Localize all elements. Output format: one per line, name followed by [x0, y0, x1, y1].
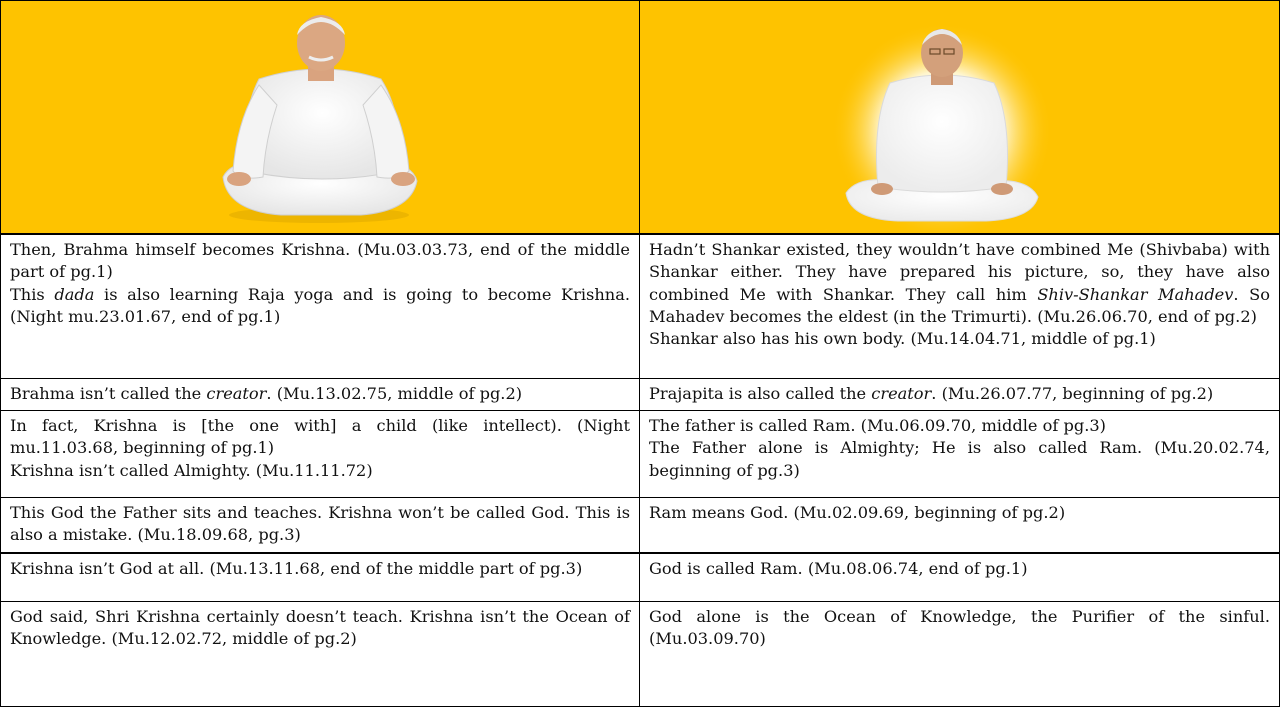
- row-4-left-cell: [0, 497, 640, 554]
- text-run: This: [10, 284, 55, 304]
- text-run: is also learning Raja yoga and is going to become Krishna. (Night mu.23.01.67, end of pg.1): [10, 284, 630, 326]
- text-run: Brahma isn’t called the: [10, 384, 207, 403]
- text-run: The Father alone is Almighty; He is also called Ram. (Mu.20.02.74, beginning of pg.3): [649, 438, 1270, 480]
- row-3-right-cell: [639, 410, 1280, 498]
- cell-paragraph: [649, 606, 1270, 651]
- text-run: God alone is the Ocean of Knowledge, the Purifier of the sinful. (Mu.03.09.70): [649, 607, 1270, 649]
- text-run: . (Mu.26.07.77, beginning of pg.2): [931, 384, 1214, 403]
- row-5-right-cell: [639, 552, 1280, 602]
- text-run: . (Mu.13.02.75, middle of pg.2): [266, 384, 523, 403]
- cell-paragraph: [649, 239, 1270, 328]
- text-run: In fact, Krishna is [the one with] a child (like intellect). (Night mu.11.03.68, beginning of pg.1): [10, 416, 630, 458]
- cell-paragraph: [10, 415, 630, 460]
- text-run: Then, Brahma himself becomes Krishna. (Mu.03.03.73, end of the middle part of pg.1): [10, 240, 630, 282]
- meditating-man-with-halo-illustration: [640, 1, 1280, 234]
- row-4-right-cell: [639, 497, 1280, 554]
- table-row: [0, 497, 1280, 554]
- text-run: Ram means God. (Mu.02.09.69, beginning of pg.2): [649, 503, 1066, 522]
- cell-paragraph: [10, 383, 630, 405]
- cell-paragraph: [649, 328, 1270, 350]
- row-5-left-cell: [0, 552, 640, 602]
- row-1-right-cell: [639, 234, 1280, 379]
- text-run: Hadn’t Shankar existed, they wouldn’t have combined Me (Shivbaba) with Shankar either. They have prepared his picture, so, they have also combined Me with Shankar. They call him: [649, 240, 1270, 304]
- row-3-left-cell: [0, 410, 640, 498]
- image-cell-right: [639, 0, 1280, 234]
- cell-paragraph: [649, 502, 1270, 524]
- text-run: God is called Ram. (Mu.08.06.74, end of pg.1): [649, 559, 1028, 578]
- italic-text: dada: [54, 284, 95, 304]
- text-run: Shankar also has his own body. (Mu.14.04.71, middle of pg.1): [649, 329, 1156, 349]
- table-row: [0, 410, 1280, 498]
- table-row: [0, 378, 1280, 411]
- cell-paragraph: [10, 502, 630, 547]
- italic-text: Shiv-Shankar Mahadev: [1037, 284, 1234, 304]
- row-6-right-cell: [639, 601, 1280, 707]
- table-row: [0, 552, 1280, 602]
- cell-paragraph: [10, 606, 630, 651]
- row-1-left-cell: [0, 234, 640, 379]
- image-row: [0, 0, 1280, 236]
- italic-text: creator: [871, 384, 932, 403]
- meditating-man-illustration: [1, 1, 640, 234]
- cell-paragraph: [10, 239, 630, 284]
- image-cell-left: [0, 0, 640, 234]
- text-run: Prajapita is also called the: [649, 384, 872, 403]
- cell-paragraph: [10, 284, 630, 329]
- cell-paragraph: [649, 383, 1270, 405]
- text-run: God said, Shri Krishna certainly doesn’t teach. Krishna isn’t the Ocean of Knowledge. (Mu.12.02.72, middle of pg.2): [10, 607, 630, 649]
- cell-paragraph: [649, 437, 1270, 482]
- text-run: Krishna isn’t God at all. (Mu.13.11.68, end of the middle part of pg.3): [10, 559, 583, 578]
- row-6-left-cell: [0, 601, 640, 707]
- cell-paragraph: [10, 460, 630, 482]
- text-run: This God the Father sits and teaches. Krishna won’t be called God. This is also a mistake. (Mu.18.09.68, pg.3): [10, 503, 630, 545]
- cell-paragraph: [10, 558, 630, 580]
- row-2-right-cell: [639, 378, 1280, 411]
- text-run: . So Mahadev becomes the eldest (in the Trimurti). (Mu.26.06.70, end of pg.2): [649, 284, 1270, 326]
- row-2-left-cell: [0, 378, 640, 411]
- cell-paragraph: [649, 415, 1270, 437]
- text-run: The father is called Ram. (Mu.06.09.70, middle of pg.3): [649, 416, 1106, 435]
- table-row: [0, 234, 1280, 379]
- text-run: Krishna isn’t called Almighty. (Mu.11.11.72): [10, 460, 373, 480]
- table-row: [0, 601, 1280, 707]
- italic-text: creator: [206, 384, 267, 403]
- cell-paragraph: [649, 558, 1270, 580]
